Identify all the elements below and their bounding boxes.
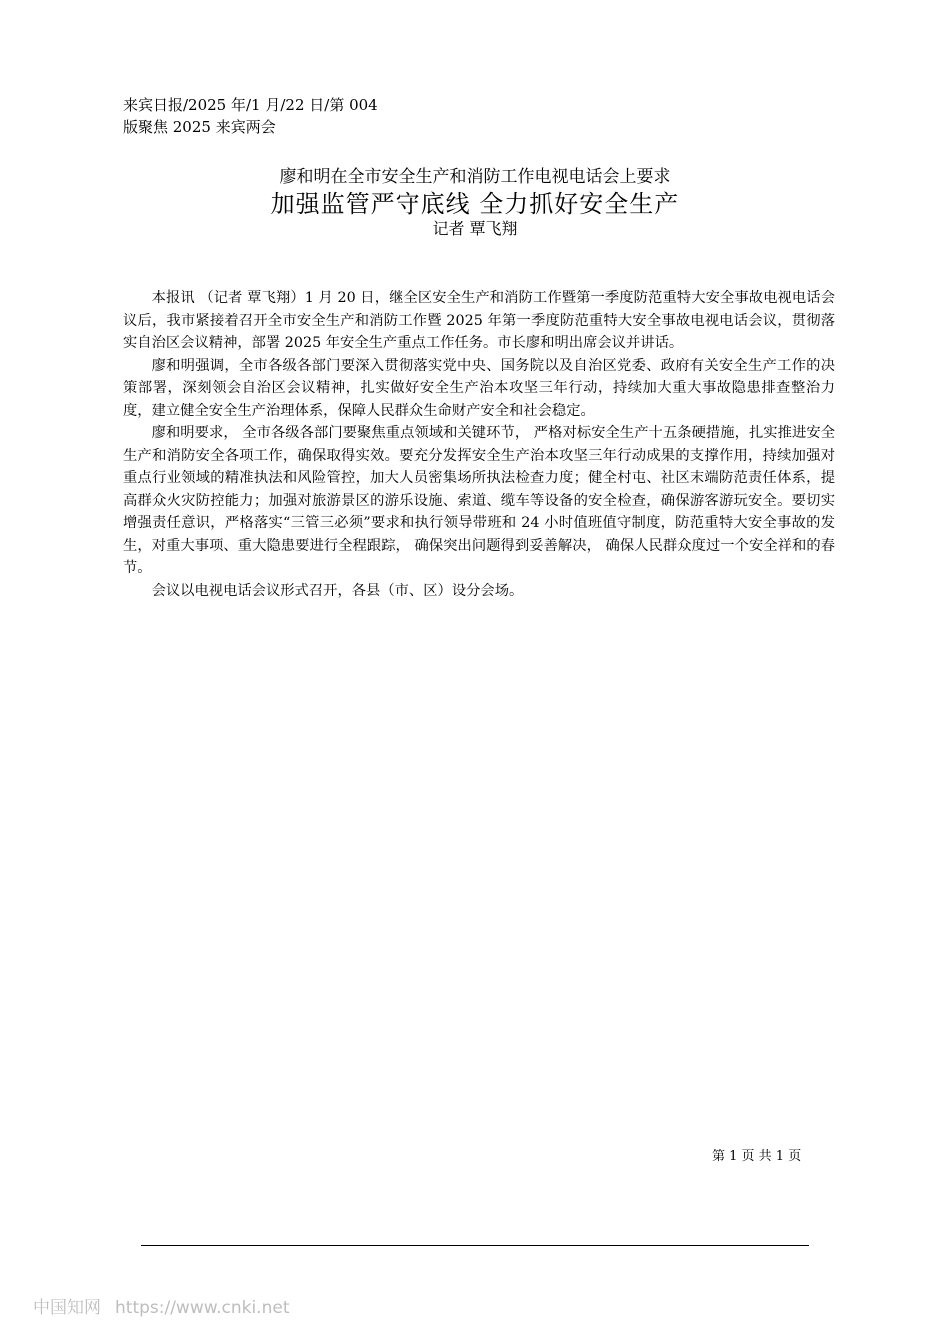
publication-line-2: 版聚焦 2025 来宾两会	[123, 118, 276, 136]
cnki-watermark	[33, 1293, 289, 1318]
watermark-url: https://www.cnki.net	[115, 1298, 290, 1318]
publication-info	[123, 94, 443, 138]
article-paragraph: 廖和明强调，全市各级各部门要深入贯彻落实党中央、国务院以及自治区党委、政府有关安全生产工作的决策部署，深刻领会自治区会议精神，扎实做好安全生产治本攻坚三年行动，持续加大重大事故隐患排查整治力度，建立健全安全生产治理体系，保障人民群众生命财产安全和社会稳定。	[123, 357, 835, 419]
watermark-brand: 中国知网	[33, 1298, 101, 1318]
article-paragraph: 会议以电视电话会议形式召开，各县（市、区）设分会场。	[151, 582, 524, 599]
article-byline: 记者 覃飞翔	[432, 219, 518, 238]
article-subtitle: 廖和明在全市安全生产和消防工作电视电话会上要求	[279, 167, 671, 187]
publication-line-1: 来宾日报/2025 年/1 月/22 日/第 004	[123, 96, 378, 114]
page-indicator: 第 1 页 共 1 页	[712, 1149, 802, 1164]
article-body	[123, 287, 835, 602]
article-paragraph: 本报讯 （记者 覃飞翔）1 月 20 日，继全区安全生产和消防工作暨第一季度防范重特大安全事故电视电话会议后，我市紧接着召开全市安全生产和消防工作暨 2025 年第一季度防范重特大安全事故电视电话会议，贯彻落实自治区会议精神，部署 2025 年安全生产重点工作任务。市长廖和明出席会议并讲话。	[123, 290, 835, 351]
footer-divider	[141, 1245, 809, 1246]
article-title: 加强监管严守底线 全力抓好安全生产	[270, 190, 680, 218]
article-paragraph: 廖和明要求， 全市各级各部门要聚焦重点领域和关键环节， 严格对标安全生产十五条硬措施，扎实推进安全生产和消防安全各项工作，确保取得实效。要充分发挥安全生产治本攻坚三年行动成果的支撑作用，持续加强对重点行业领域的精准执法和风险管控，加大人员密集场所执法检查力度；健全村屯、社区末端防范责任体系，提高群众火灾防控能力；加强对旅游景区的游乐设施、索道、缆车等设备的安全检查，确保游客游玩安全。要切实增强责任意识，严格落实“三管三必须”要求和执行领导带班和 24 小时值班值守制度，防范重特大安全事故的发生，对重大事项、重大隐患要进行全程跟踪， 确保突出问题得到妥善解决， 确保人民群众度过一个安全祥和的春节。	[123, 425, 835, 576]
